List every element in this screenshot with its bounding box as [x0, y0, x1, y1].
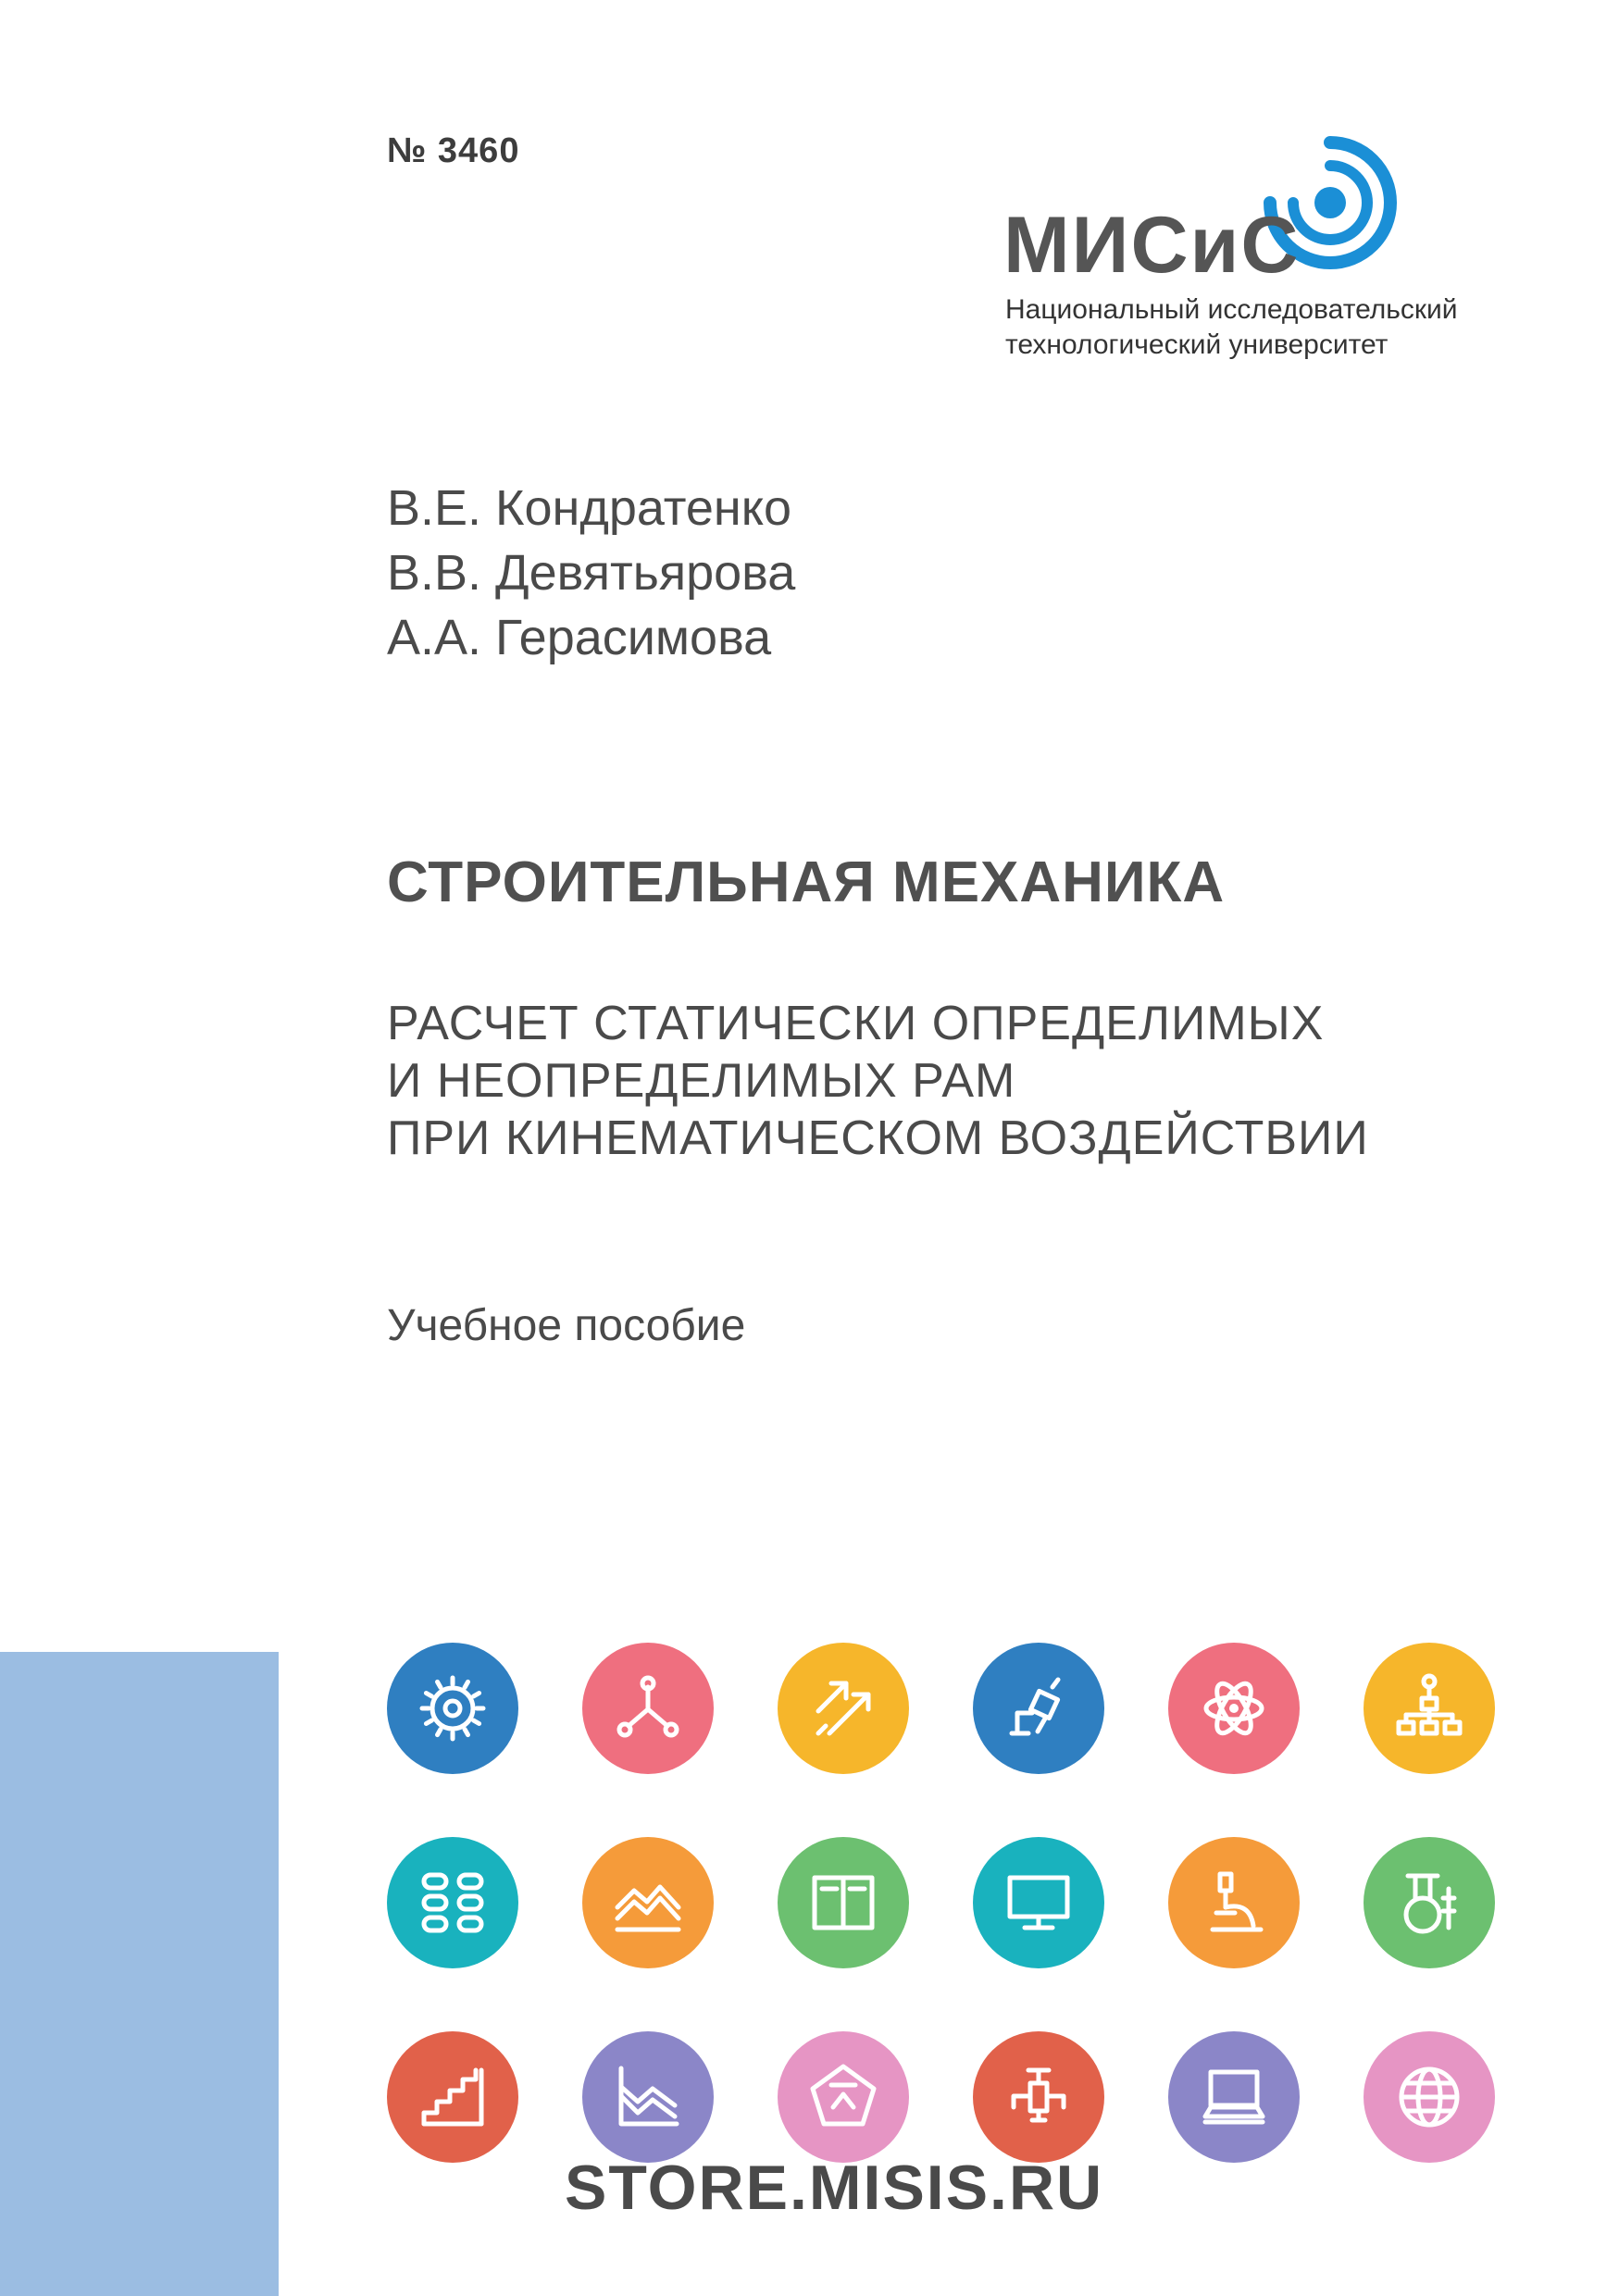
subtitle-line: РАСЧЕТ СТАТИЧЕСКИ ОПРЕДЕЛИМЫХ	[387, 997, 1325, 1050]
pentagon-icon	[778, 2031, 909, 2163]
microscope-icon	[1168, 1837, 1300, 1968]
publication-type: Учебное пособие	[387, 1301, 746, 1350]
arrows-icon	[778, 1643, 909, 1774]
chart-icon	[582, 2031, 714, 2163]
issue-number: № 3460	[387, 131, 520, 170]
logo-subtitle	[1005, 292, 1458, 363]
book-title: СТРОИТЕЛЬНАЯ МЕХАНИКА	[387, 850, 1226, 914]
logo-subtitle-line: Национальный исследовательский	[1005, 294, 1458, 325]
flask-icon	[1364, 1837, 1495, 1968]
robot-arm-icon	[973, 1643, 1104, 1774]
book-subtitle	[387, 995, 1369, 1167]
sidebar-stripe	[0, 1652, 279, 2296]
university-logo	[990, 120, 1527, 370]
author: В.В. Девятьярова	[387, 545, 796, 601]
logo-subtitle-line: технологический университет	[1005, 329, 1389, 360]
book-icon	[778, 1837, 909, 1968]
subtitle-line: И НЕОПРЕДЕЛИМЫХ РАМ	[387, 1054, 1016, 1108]
logo-name: МИСиС	[1003, 201, 1301, 290]
laptop-icon	[1168, 2031, 1300, 2163]
authors	[387, 476, 795, 670]
author: В.Е. Кондратенко	[387, 480, 791, 536]
mountains-icon	[582, 1837, 714, 1968]
subtitle-line: ПРИ КИНЕМАТИЧЕСКОМ ВОЗДЕЙСТВИИ	[387, 1111, 1369, 1165]
monitor-icon	[973, 1837, 1104, 1968]
author: А.А. Герасимова	[387, 610, 772, 665]
satellite-icon	[973, 2031, 1104, 2163]
hierarchy-icon	[1364, 1643, 1495, 1774]
molecule-icon	[582, 1643, 714, 1774]
store-url: STORE.MISIS.RU	[565, 2153, 1104, 2223]
gear-icon	[387, 1643, 518, 1774]
atom-icon	[1168, 1643, 1300, 1774]
abacus-icon	[387, 1837, 518, 1968]
globe-icon	[1364, 2031, 1495, 2163]
stairs-icon	[387, 2031, 518, 2163]
